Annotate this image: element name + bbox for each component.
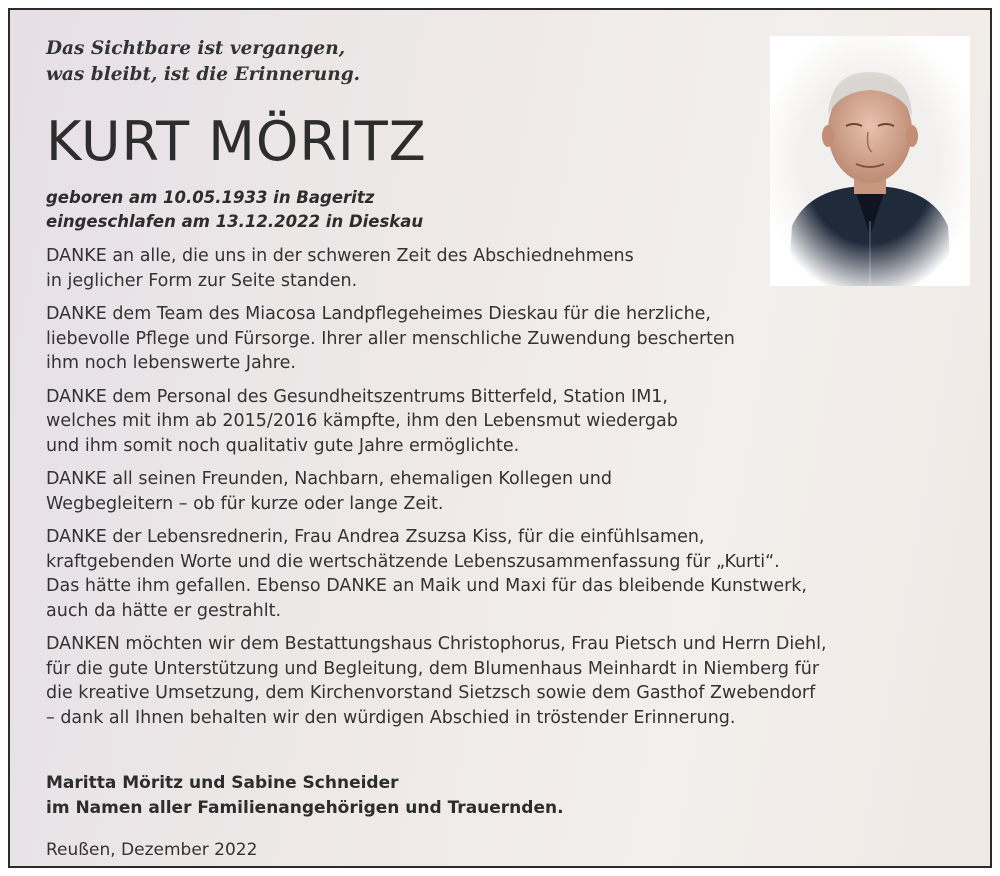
paragraph-line: Das hätte ihm gefallen. Ebenso DANKE an Maik und Maxi für das bleibende Kunstwerk, [46,576,807,596]
quote-line-2: was bleibt, ist die Erinnerung. [46,64,361,85]
paragraph-line: die kreative Umsetzung, dem Kirchenvorstand Sietzsch sowie dem Gasthof Zwebendorf [46,683,816,703]
thanks-paragraph [46,525,827,623]
thanks-paragraph [46,385,827,459]
signature [46,771,564,821]
thanks-paragraph [46,632,827,730]
paragraph-line: für die gute Unterstützung und Begleitung, dem Blumenhaus Meinhardt in Niemberg für [46,658,820,679]
place-date: Reußen, Dezember 2022 [46,840,258,860]
paragraph-line: kraftgebenden Worte und die wertschätzende Lebenszusammenfassung für „Kurti“. [46,551,780,572]
paragraph-line: DANKE der Lebensrednerin, Frau Andrea Zsuzsa Kiss, für die einfühlsamen, [46,527,705,547]
birth-line: geboren am 10.05.1933 in Bageritz [46,188,375,207]
thanks-paragraph [46,467,827,516]
paragraph-line: DANKEN möchten wir dem Bestattungshaus Christophorus, Frau Pietsch und Herrn Diehl, [46,634,827,654]
signature-line-1: Maritta Möritz und Sabine Schneider [46,773,399,793]
life-dates [46,186,423,234]
thanks-paragraph [46,244,827,293]
paragraph-line: – dank all Ihnen behalten wir den würdigen Abschied in tröstender Erinnerung. [46,707,736,728]
memorial-quote [46,36,360,88]
paragraph-line: DANKE dem Team des Miacosa Landpflegeheimes Dieskau für die herzliche, [46,304,711,324]
paragraph-line: und ihm somit noch qualitativ gute Jahre ermöglichte. [46,435,520,456]
deceased-name: KURT MÖRITZ [46,110,427,173]
paragraph-line: DANKE an alle, die uns in der schweren Zeit des Abschiednehmens [46,246,634,266]
obituary-card [8,8,992,868]
paragraph-line: ihm noch lebenswerte Jahre. [46,353,296,373]
thanks-paragraph [46,302,827,376]
paragraph-line: DANKE all seinen Freunden, Nachbarn, ehemaligen Kollegen und [46,469,612,489]
quote-line-1: Das Sichtbare ist vergangen, [46,38,346,59]
paragraph-line: in jeglicher Form zur Seite standen. [46,270,358,291]
paragraph-line: DANKE dem Personal des Gesundheitszentrums Bitterfeld, Station IM1, [46,386,668,407]
paragraph-line: welches mit ihm ab 2015/2016 kämpfte, ihm den Lebensmut wiedergab [46,411,678,431]
paragraph-line: auch da hätte er gestrahlt. [46,600,282,621]
paragraph-line: liebevolle Pflege und Fürsorge. Ihrer aller menschliche Zuwendung bescherten [46,328,735,349]
signature-line-2: im Namen aller Familienangehörigen und Trauernden. [46,798,564,818]
thanks-text [46,244,827,739]
death-line: eingeschlafen am 13.12.2022 in Dieskau [46,212,424,231]
paragraph-line: Wegbegleitern – ob für kurze oder lange Zeit. [46,493,444,514]
